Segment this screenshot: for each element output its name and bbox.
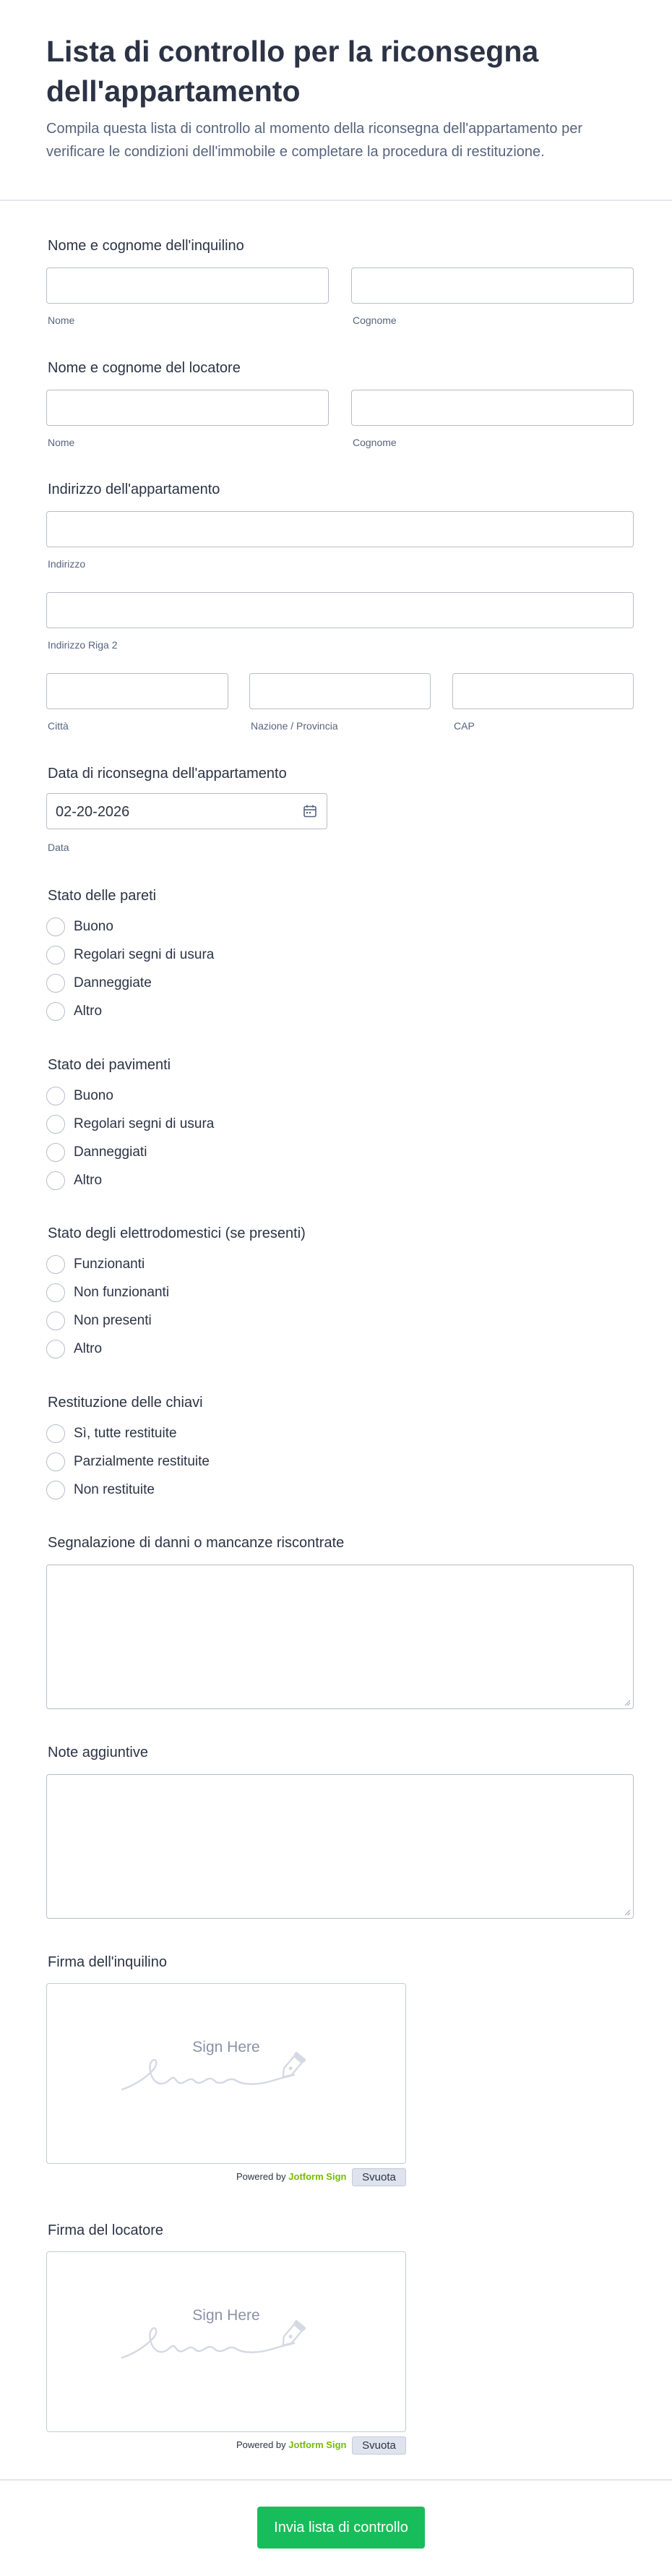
radio-button[interactable] xyxy=(46,1002,65,1021)
radio-button[interactable] xyxy=(46,1143,65,1162)
radio-button[interactable] xyxy=(46,917,65,936)
walls-option-usura[interactable]: Regolari segni di usura xyxy=(46,945,214,965)
return-date-sublabel: Data xyxy=(48,842,69,853)
address-line2-input[interactable] xyxy=(46,592,634,628)
floors-option-danneggiati[interactable]: Danneggiati xyxy=(46,1142,147,1163)
radio-button[interactable] xyxy=(46,1087,65,1105)
appliances-option-funzionanti[interactable]: Funzionanti xyxy=(46,1254,145,1275)
landlord-last-name-sublabel: Cognome xyxy=(353,437,397,448)
address-label: Indirizzo dell'appartamento xyxy=(48,482,220,497)
tenant-signature-pad[interactable] xyxy=(46,1983,406,2164)
notes-textarea[interactable] xyxy=(46,1774,634,1919)
tenant-name-label: Nome e cognome dell'inquilino xyxy=(48,238,244,254)
city-input[interactable] xyxy=(46,673,228,709)
form-header xyxy=(0,0,672,201)
keys-option-parziali[interactable]: Parzialmente restituite xyxy=(46,1452,210,1472)
tenant-signature-clear-button[interactable]: Svuota xyxy=(352,2168,406,2186)
landlord-last-name-input[interactable] xyxy=(351,390,634,426)
zip-input[interactable] xyxy=(452,673,634,709)
floors-option-altro[interactable]: Altro xyxy=(46,1171,102,1191)
resize-grip-icon[interactable] xyxy=(624,1909,631,1916)
address-line1-sublabel: Indirizzo xyxy=(48,558,86,570)
landlord-signature-clear-button[interactable]: Svuota xyxy=(352,2436,406,2455)
notes-label: Note aggiuntive xyxy=(48,1745,148,1760)
keys-option-tutte[interactable]: Sì, tutte restituite xyxy=(46,1424,177,1444)
keys-option-non-restituite[interactable]: Non restituite xyxy=(46,1480,155,1500)
form-subtitle: Compila questa lista di controllo al momento della riconsegna dell'appartamento per verificare le condizioni dell'immobile e completare la procedura di restituzione. xyxy=(46,121,583,160)
sign-here-placeholder: Sign Here xyxy=(192,2039,260,2055)
signature-pen-icon xyxy=(121,2049,323,2100)
jotform-sign-brand[interactable]: Jotform Sign xyxy=(288,2439,347,2450)
appliances-option-non-funzionanti[interactable]: Non funzionanti xyxy=(46,1283,169,1303)
sign-here-placeholder: Sign Here xyxy=(192,2307,260,2324)
walls-option-altro[interactable]: Altro xyxy=(46,1001,102,1022)
appliances-option-altro[interactable]: Altro xyxy=(46,1339,102,1359)
landlord-first-name-sublabel: Nome xyxy=(48,437,75,448)
radio-button[interactable] xyxy=(46,946,65,964)
appliances-label: Stato degli elettrodomestici (se presenti) xyxy=(48,1225,306,1241)
address-line1-input[interactable] xyxy=(46,511,634,547)
floors-option-buono[interactable]: Buono xyxy=(46,1086,113,1106)
footer-divider xyxy=(0,2479,672,2481)
radio-button[interactable] xyxy=(46,1171,65,1190)
submit-button[interactable]: Invia lista di controllo xyxy=(257,2507,425,2549)
return-date-label: Data di riconsegna dell'appartamento xyxy=(48,766,287,782)
landlord-first-name-input[interactable] xyxy=(46,390,329,426)
tenant-last-name-sublabel: Cognome xyxy=(353,314,397,326)
landlord-signature-pad[interactable] xyxy=(46,2251,406,2432)
return-date-value: 02-20-2026 xyxy=(56,804,130,820)
form-title: Lista di controllo per la riconsegna dell'appartamento xyxy=(46,35,539,108)
walls-label: Stato delle pareti xyxy=(48,888,157,904)
radio-button[interactable] xyxy=(46,1481,65,1499)
powered-by-text: Powered by Jotform Sign xyxy=(236,2439,347,2450)
return-date-input[interactable] xyxy=(46,793,327,829)
powered-by-text: Powered by Jotform Sign xyxy=(236,2171,347,2182)
walls-option-buono[interactable]: Buono xyxy=(46,917,113,937)
keys-label: Restituzione delle chiavi xyxy=(48,1395,203,1411)
calendar-icon[interactable] xyxy=(303,804,317,818)
address-line2-sublabel: Indirizzo Riga 2 xyxy=(48,639,118,651)
jotform-sign-brand[interactable]: Jotform Sign xyxy=(288,2171,347,2182)
radio-button[interactable] xyxy=(46,1452,65,1471)
radio-button[interactable] xyxy=(46,1340,65,1358)
radio-button[interactable] xyxy=(46,1115,65,1134)
radio-button[interactable] xyxy=(46,1424,65,1443)
damages-textarea[interactable] xyxy=(46,1565,634,1709)
tenant-signature-label: Firma dell'inquilino xyxy=(48,1954,167,1970)
floors-option-usura[interactable]: Regolari segni di usura xyxy=(46,1114,214,1134)
radio-button[interactable] xyxy=(46,974,65,993)
signature-pen-icon xyxy=(121,2317,323,2368)
tenant-last-name-input[interactable] xyxy=(351,268,634,304)
state-sublabel: Nazione / Provincia xyxy=(251,720,338,732)
damages-label: Segnalazione di danni o mancanze riscontrate xyxy=(48,1535,345,1551)
floors-label: Stato dei pavimenti xyxy=(48,1057,171,1073)
landlord-signature-label: Firma del locatore xyxy=(48,2222,164,2238)
tenant-first-name-sublabel: Nome xyxy=(48,314,75,326)
resize-grip-icon[interactable] xyxy=(624,1699,631,1706)
landlord-name-label: Nome e cognome del locatore xyxy=(48,360,241,376)
appliances-option-non-presenti[interactable]: Non presenti xyxy=(46,1311,152,1331)
zip-sublabel: CAP xyxy=(454,720,475,732)
city-sublabel: Città xyxy=(48,720,69,732)
radio-button[interactable] xyxy=(46,1255,65,1274)
walls-option-danneggiate[interactable]: Danneggiate xyxy=(46,973,152,993)
radio-button[interactable] xyxy=(46,1283,65,1302)
radio-button[interactable] xyxy=(46,1311,65,1330)
state-input[interactable] xyxy=(249,673,431,709)
tenant-first-name-input[interactable] xyxy=(46,268,329,304)
